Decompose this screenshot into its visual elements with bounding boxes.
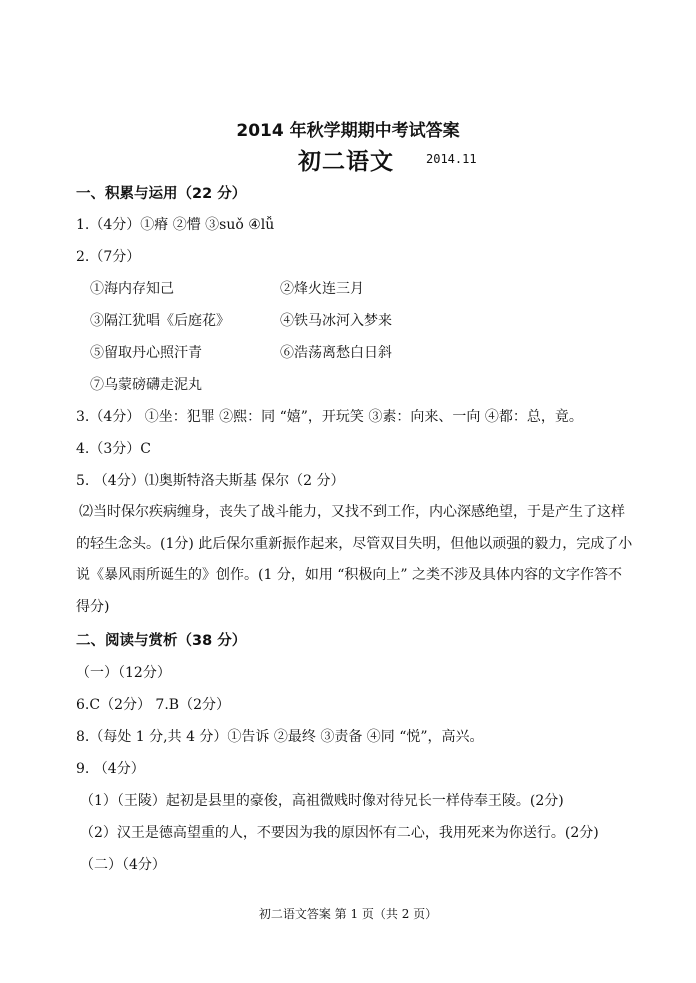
answer-q9: 9. （4分）: [76, 761, 145, 777]
answer-q5-part2: ⑵当时保尔疾病缠身，丧失了战斗能力，又找不到工作，内心深感绝望，于是产生了这样的轻生念头。(1分) 此后保尔重新振作起来，尽管双目失明，但他以顽强的毅力，完成了小说《暴风雨所诞生的》创作。(1 分，如用 “积极向上” 之类不涉及具体内容的文字作答不得分): [76, 504, 633, 615]
answer-q5: 5. （4分）⑴奥斯特洛夫斯基 保尔（2 分）: [76, 473, 345, 489]
q2-item-5: ⑤留取丹心照汗青: [90, 345, 202, 361]
page-footer: 初二语文答案 第 1 页（共 2 页）: [258, 907, 438, 921]
answer-q9-2: （2）汉王是德高望重的人，不要因为我的原因怀有二心，我用死来为你送行。(2分): [80, 825, 599, 841]
answer-q8: 8.（每处 1 分,共 4 分）①告诉 ②最终 ③责备 ④同 “悦”，高兴。: [76, 729, 484, 745]
section-heading-1: 一、积累与运用（22 分）: [76, 186, 247, 202]
q2-item-4: ④铁马冰河入梦来: [280, 313, 392, 329]
answer-q3: 3.（4分） ①坐：犯罪 ②熙：同 “嬉”，开玩笑 ③素：向来、一向 ④都：总，竟。: [76, 409, 583, 425]
subject-title: 初二语文: [298, 149, 394, 175]
exam-date: 2014.11: [426, 152, 477, 166]
q2-item-3: ③隔江犹唱《后庭花》: [90, 313, 230, 329]
answer-q1: 1.（4分）①瘠 ②懵 ③suǒ ④lǚ: [76, 217, 275, 233]
answer-q6-q7: 6.C（2分） 7.B（2分）: [76, 697, 230, 713]
answer-q2: 2.（7分）: [76, 249, 141, 265]
answer-q4: 4.（3分）C: [76, 441, 151, 457]
q2-item-6: ⑥浩荡离愁白日斜: [280, 345, 392, 361]
reading-part-1: （一）（12分）: [76, 665, 171, 681]
q2-item-7: ⑦乌蒙磅礴走泥丸: [90, 377, 202, 393]
section-heading-2: 二、阅读与赏析（38 分）: [76, 633, 247, 649]
q2-item-1: ①海内存知己: [90, 281, 174, 297]
q2-item-2: ②烽火连三月: [280, 281, 364, 297]
reading-part-2: （二）（4分）: [80, 857, 166, 873]
page-title: 2014 年秋学期期中考试答案: [236, 121, 460, 141]
answer-q9-1: （1）（王陵）起初是县里的豪俊，高祖微贱时像对待兄长一样侍奉王陵。(2分): [80, 793, 564, 809]
